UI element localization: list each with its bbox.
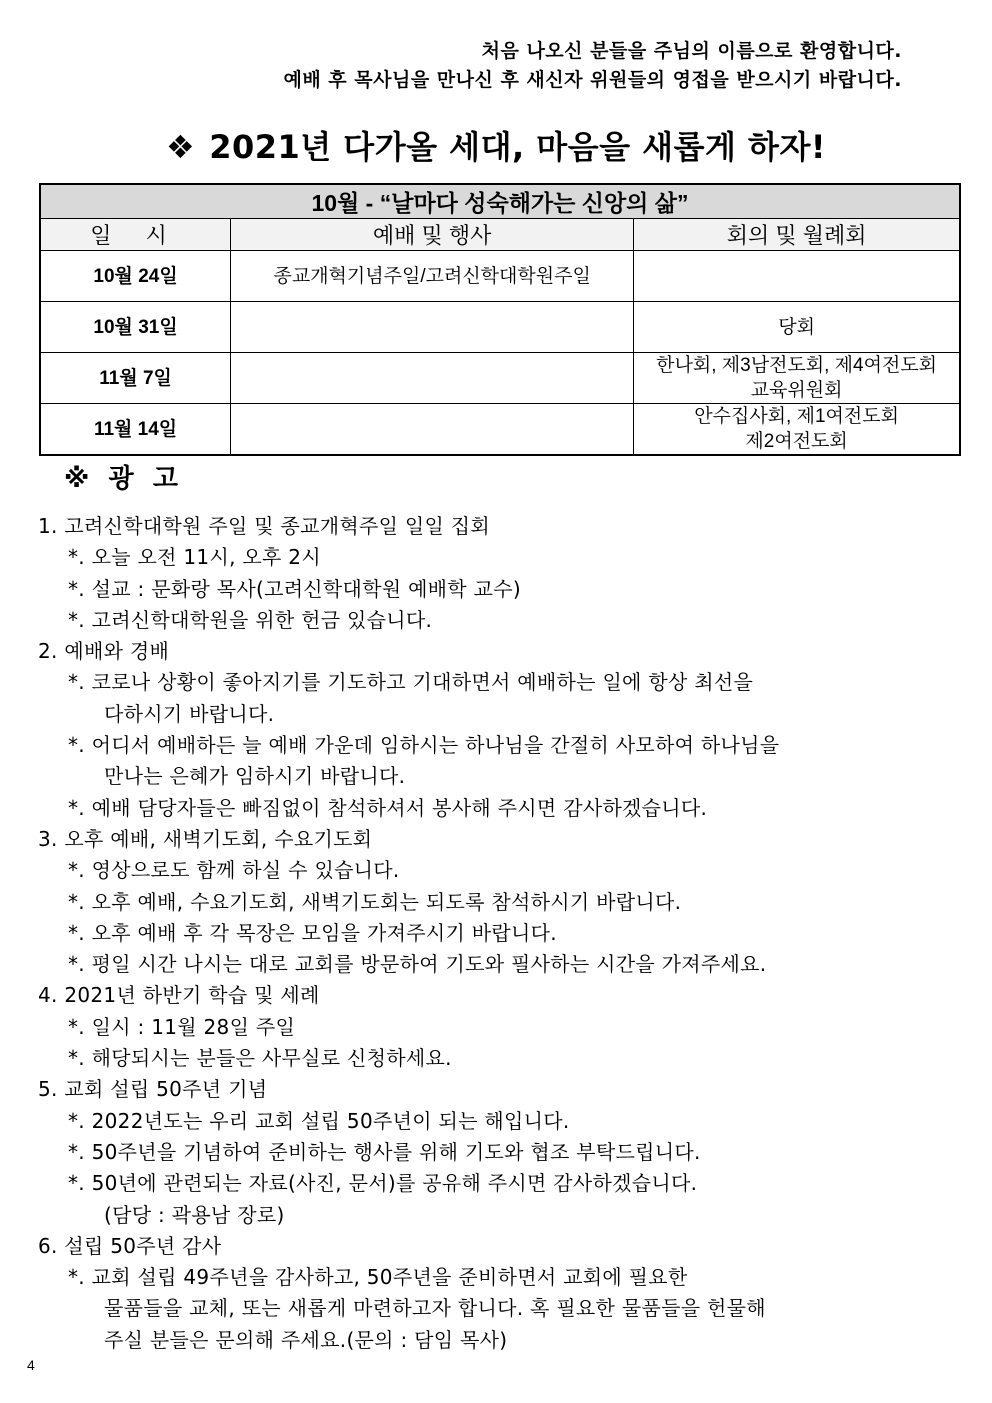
row-meeting: 당회: [634, 302, 960, 353]
announcement-item: *. 코로나 상황이 좋아지기를 기도하고 기대하면서 예배하는 일에 항상 최선을: [68, 670, 754, 695]
table-row: [40, 404, 960, 456]
welcome-line-1: 처음 나오신 분들을 주님의 이름으로 환영합니다.: [481, 40, 902, 62]
page-number: 4: [27, 1357, 35, 1373]
header-date: 일 시: [40, 219, 231, 251]
page-title: [0, 122, 992, 168]
row-worship: [231, 353, 634, 404]
announcement-item: *. 일시 : 11월 28일 주일: [68, 1014, 296, 1039]
announcement-item: 주실 분들은 문의해 주세요.(문의 : 담임 목사): [104, 1327, 508, 1352]
row-worship: [231, 302, 634, 353]
announcement-item: *. 영상으로도 함께 하실 수 있습니다.: [68, 858, 400, 883]
announcements-title: ※ 광 고: [64, 463, 184, 493]
row-worship: [231, 404, 634, 456]
announcement-item: *. 오후 예배 후 각 목장은 모임을 가져주시기 바랍니다.: [68, 920, 557, 945]
header-worship: 예배 및 행사: [231, 219, 634, 251]
announcement-item: *. 오후 예배, 수요기도회, 새벽기도회는 되도록 참석하시기 바랍니다.: [68, 889, 682, 914]
announcements-list: [38, 511, 938, 1356]
diamond-icon: ❖: [166, 128, 196, 166]
announcement-heading: 5. 교회 설립 50주년 기념: [38, 1077, 268, 1102]
row-meeting: [634, 251, 960, 302]
announcement-item: *. 해당되시는 분들은 사무실로 신청하세요.: [68, 1046, 452, 1071]
announcement-heading: 6. 설립 50주년 감사: [38, 1233, 222, 1258]
announcement-item: *. 어디서 예배하든 늘 예배 가운데 임하시는 하나님을 간절히 사모하여 하나님을: [68, 733, 780, 758]
schedule-table: [39, 183, 961, 456]
table-row: [40, 302, 960, 353]
row-date: 10월 31일: [40, 302, 231, 353]
schedule-theme-row: [40, 184, 960, 219]
announcement-item: *. 평일 시간 나시는 대로 교회를 방문하여 기도와 필사하는 시간을 가져주세요.: [68, 952, 767, 977]
announcement-item: *. 설교 : 문화랑 목사(고려신학대학원 예배학 교수): [68, 576, 521, 601]
table-row: [40, 251, 960, 302]
table-row: [40, 353, 960, 404]
welcome-message: [283, 37, 902, 95]
announcement-heading: 4. 2021년 하반기 학습 및 세례: [38, 983, 320, 1008]
row-meeting: 한나회, 제3남전도회, 제4여전도회 교육위원회: [634, 353, 960, 404]
row-date: 11월 14일: [40, 404, 231, 456]
month-theme: 10월 - “날마다 성숙해가는 신앙의 삶”: [40, 184, 960, 219]
announcement-item: *. 2022년도는 우리 교회 설립 50주년이 되는 해입니다.: [68, 1108, 570, 1133]
page-title-text: 2021년 다가올 세대, 마음을 새롭게 하자!: [209, 128, 826, 166]
announcement-heading: 2. 예배와 경배: [38, 639, 170, 664]
announcement-item: *. 오늘 오전 11시, 오후 2시: [68, 545, 321, 570]
schedule-header-row: [40, 219, 960, 251]
announcement-item: *. 예배 담당자들은 빠짐없이 참석하셔서 봉사해 주시면 감사하겠습니다.: [68, 795, 708, 820]
row-date: 11월 7일: [40, 353, 231, 404]
announcement-item: 만나는 은혜가 임하시기 바랍니다.: [104, 764, 406, 789]
announcement-heading: 3. 오후 예배, 새벽기도회, 수요기도회: [38, 826, 373, 851]
announcement-item: 물품들을 교체, 또는 새롭게 마련하고자 합니다. 혹 필요한 물품들을 헌물해: [104, 1296, 766, 1321]
announcement-item: *. 50주년을 기념하여 준비하는 행사를 위해 기도와 협조 부탁드립니다.: [68, 1139, 701, 1164]
announcement-heading: 1. 고려신학대학원 주일 및 종교개혁주일 일일 집회: [38, 514, 491, 538]
row-date: 10월 24일: [40, 251, 231, 302]
welcome-line-2: 예배 후 목사님을 만나신 후 새신자 위원들의 영접을 받으시기 바랍니다.: [283, 69, 902, 91]
announcement-item: *. 교회 설립 49주년을 감사하고, 50주년을 준비하면서 교회에 필요한: [68, 1265, 688, 1290]
announcement-item: (담당 : 곽용남 장로): [104, 1202, 285, 1227]
announcement-item: *. 50년에 관련되는 자료(사진, 문서)를 공유해 주시면 감사하겠습니다.: [68, 1171, 698, 1196]
announcement-item: *. 고려신학대학원을 위한 헌금 있습니다.: [68, 607, 433, 632]
row-meeting: 안수집사회, 제1여전도회 제2여전도회: [634, 404, 960, 456]
row-worship: 종교개혁기념주일/고려신학대학원주일: [231, 251, 634, 302]
announcement-item: 다하시기 바랍니다.: [104, 701, 275, 726]
header-meeting: 회의 및 월례회: [634, 219, 960, 251]
